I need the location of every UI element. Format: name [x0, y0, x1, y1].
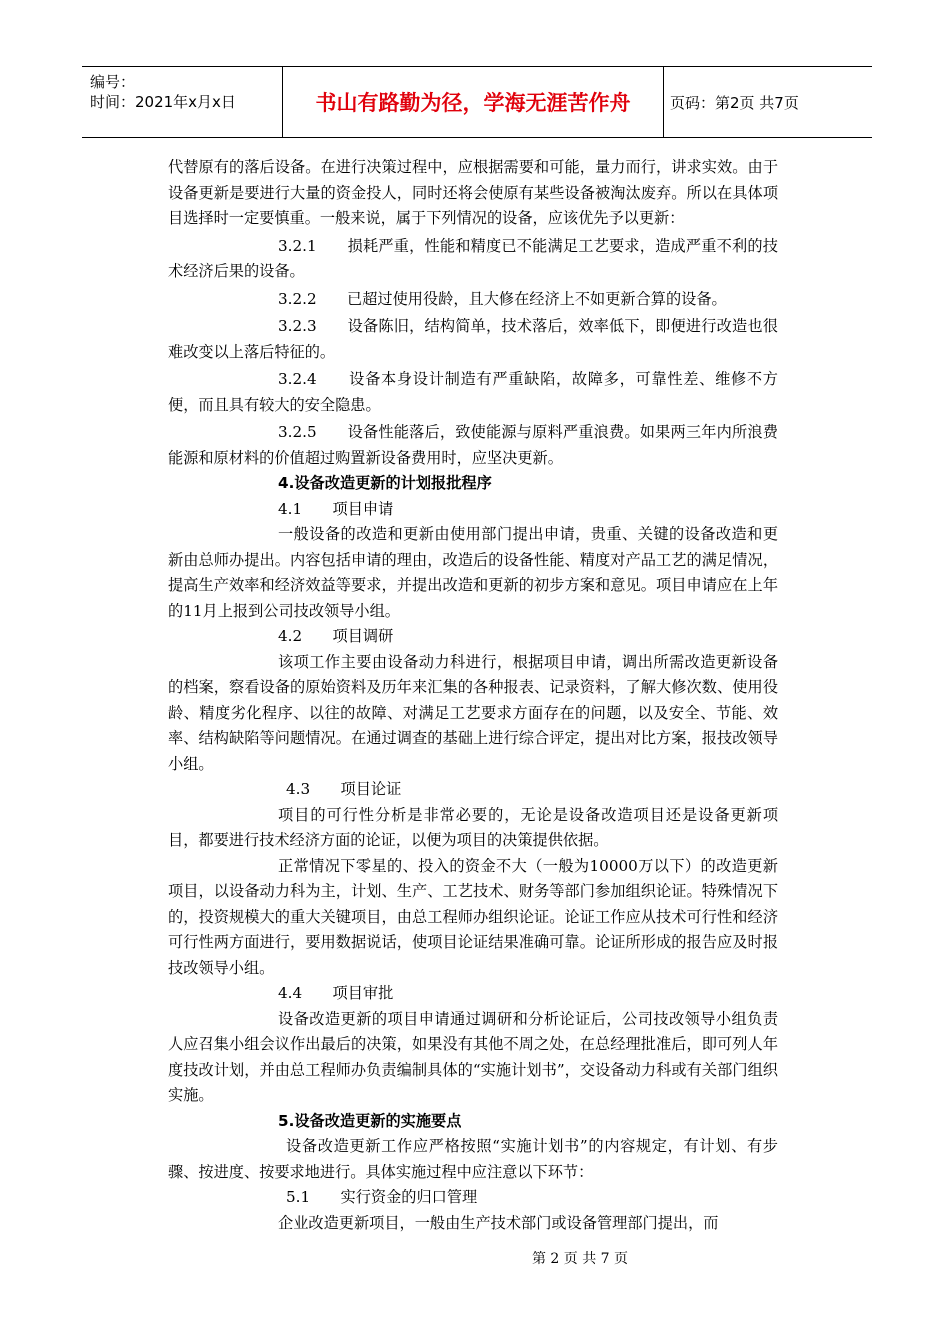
header-page-info: 页码：第2页 共7页 — [670, 93, 799, 112]
section-heading-5: 5.设备改造更新的实施要点 — [278, 1111, 462, 1130]
subsection-title-4-4: 4.4 项目审批 — [278, 984, 394, 1002]
paragraph-fund-management: 企业改造更新项目，一般由生产技术部门或设备管理部门提出，而 — [278, 1213, 719, 1232]
list-item-3-2-2: 3.2.2 已超过使用役龄，且大修在经济上不如更新合算的设备。 — [278, 289, 727, 308]
list-item-3-2-3: 3.2.3 设备陈旧，结构简单，技术落后，效率低下，即便进行改造也很难改变以上落后特征的。 — [168, 317, 778, 361]
list-item-3-2-1: 3.2.1 损耗严重，性能和精度已不能满足工艺要求，造成严重不利的技术经济后果的设备。 — [168, 236, 778, 280]
paragraph-project-application: 一般设备的改造和更新由使用部门提出申请，贵重、关键的设备改造和更新由总师办提出。内容包括申请的理由，改造后的设备性能、精度对产品工艺的满足情况，提高生产效率和经济效益等要求，并提出改造和更新的初步方案和意见。项目申请应在上年的11月上报到公司技改领导小组。 — [168, 525, 778, 620]
paragraph-feasibility: 项目的可行性分析是非常必要的，无论是设备改造项目还是设备更新项目，都要进行技术经济方面的论证，以便为项目的决策提供依据。 — [168, 805, 778, 849]
paragraph-project-research: 该项工作主要由设备动力科进行，根据项目申请，调出所需改造更新设备的档案，察看设备的原始资料及历年来汇集的各种报表、记录资料，了解大修次数、使用役龄、精度劣化程序、以往的故障、对满足工艺要求方面存在的问题，以及安全、节能、效率、结构缺陷等问题情况。在通过调查的基础上进行综合评定，提出对比方案，报技改领导小组。 — [168, 652, 778, 773]
paragraph-project-approval: 设备改造更新的项目申请通过调研和分析论证后，公司技改领导小组负责人应召集小组会议作出最后的决策，如果没有其他不周之处，在总经理批准后，即可列人年度技改计划，并由总工程师办负责编制具体的“实施计划书”，交设备动力科或有关部门组织实施。 — [168, 1009, 778, 1104]
subsection-title-4-1: 4.1 项目申请 — [278, 499, 394, 518]
header-meta — [82, 67, 282, 137]
subsection-title-5-1: 5.1 实行资金的归口管理 — [286, 1188, 478, 1206]
page-footer: 第 2 页 共 7 页 — [531, 1251, 629, 1267]
section-heading-4: 4.设备改造更新的计划报批程序 — [278, 474, 492, 492]
list-item-3-2-4: 3.2.4 设备本身设计制造有严重缺陷，故障多，可靠性差、维修不方便，而且具有较大的安全隐患。 — [168, 370, 778, 414]
subsection-title-4-3: 4.3 项目论证 — [286, 780, 402, 798]
document-date: 时间：2021年x月x日 — [90, 93, 236, 111]
document-number-label: 编号： — [90, 73, 136, 91]
paragraph-implementation: 设备改造更新工作应严格按照“实施计划书”的内容规定，有计划、有步骤、按进度、按要求地进行。具体实施过程中应注意以下环节： — [168, 1137, 778, 1181]
list-item-3-2-5: 3.2.5 设备性能落后，致使能源与原料严重浪费。如果两三年内所浪费能源和原材料的价值超过购置新设备费用时，应坚决更新。 — [168, 423, 778, 467]
paragraph-intro-continued: 代替原有的落后设备。在进行决策过程中，应根据需要和可能，量力而行，讲求实效。由于设备更新是要进行大量的资金投人，同时还将会使原有某些设备被淘汰废弃。所以在具体项目选择时一定要慎重。一般来说，属于下列情况的设备，应该优先予以更新： — [168, 158, 778, 227]
document-body — [168, 155, 778, 1236]
paragraph-demonstration: 正常情况下零星的、投入的资金不大（一般为10000万以下）的改造更新项目，以设备动力科为主，计划、生产、工艺技术、财务等部门参加组织论证。特殊情况下的，投资规模大的重大关键项目，由总工程师办组织论证。论证工作应从技术可行性和经济可行性两方面进行，要用数据说话，使项目论证结果准确可靠。论证所形成的报告应及时报技改领导小组。 — [168, 856, 778, 977]
page-header — [82, 66, 872, 138]
header-motto: 书山有路勤为径，学海无涯苦作舟 — [282, 67, 664, 137]
subsection-title-4-2: 4.2 项目调研 — [278, 627, 394, 645]
